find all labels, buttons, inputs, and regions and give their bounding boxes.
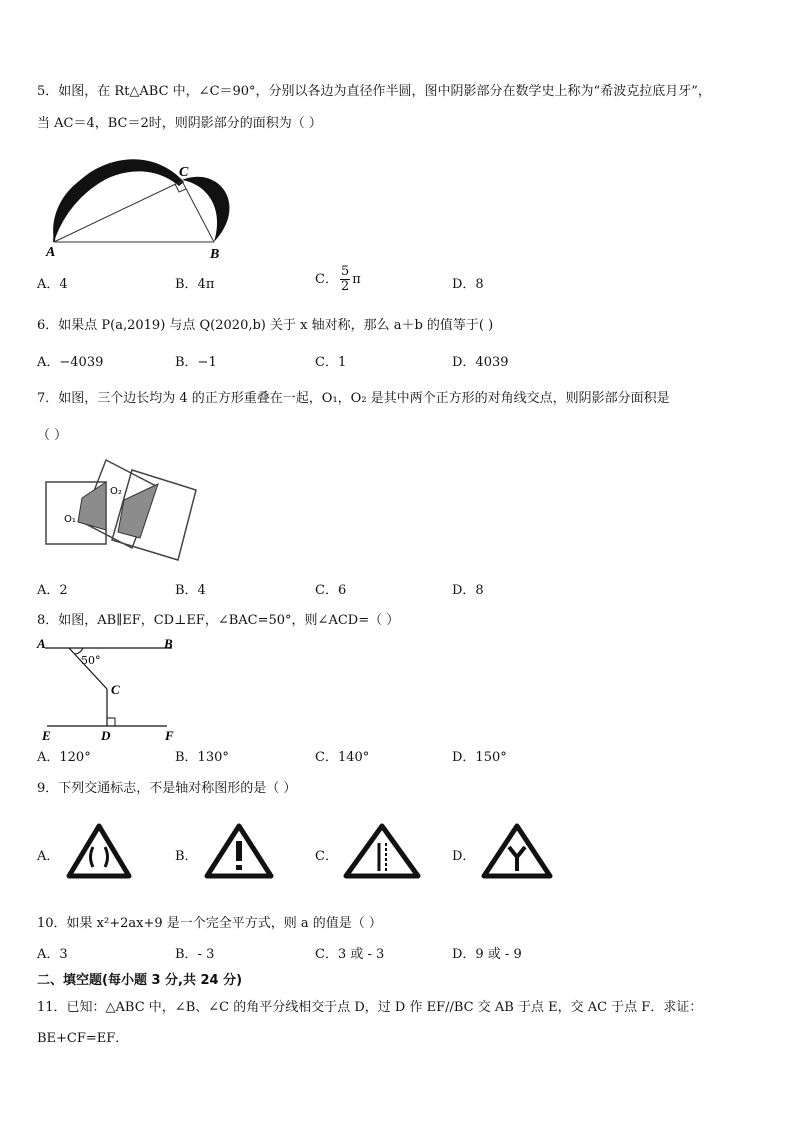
q7-option-b: B．4 (175, 583, 206, 598)
q9-stem: 9．下列交通标志，不是轴对称图形的是（ ） (37, 781, 297, 796)
q9-sign-narrow-road-icon (66, 823, 132, 879)
q11-stem-line1: 11．已知：△ABC 中，∠B、∠C 的角平分线相交于点 D，过 D 作 EF//BC 交 AB 于点 E，交 AC 于点 F．求证： (37, 1000, 703, 1015)
q6-stem: 6．如果点 P(a,2019) 与点 Q(2020,b) 关于 x 轴对称，那么 a＋b 的值等于( ) (37, 318, 494, 333)
q6-option-c: C．1 (315, 355, 347, 370)
q6-option-a: A．−4039 (37, 355, 104, 370)
q8-angle-label: 50° (81, 654, 101, 667)
q9-option-a-label: A． (37, 849, 60, 864)
q9-option-c-label: C． (315, 849, 338, 864)
q8-option-a: A．120° (37, 750, 91, 765)
q10-option-a: A．3 (37, 947, 68, 962)
q6-option-b: B．−1 (175, 355, 217, 370)
q8-option-d: D．150° (452, 750, 507, 765)
q9-sign-y-junction-icon (481, 823, 553, 879)
q7-label-o2: O₂ (110, 486, 122, 497)
q8-label-f: F (165, 728, 174, 743)
q7-stem-line1: 7．如图，三个边长均为 4 的正方形重叠在一起，O₁，O₂ 是其中两个正方形的对角线交点，则阴影部分面积是 (37, 391, 670, 406)
q8-stem: 8．如图，AB∥EF，CD⊥EF，∠BAC=50°，则∠ACD=（ ） (37, 613, 400, 628)
q5-option-b: B．4π (175, 277, 215, 292)
q9-sign-lane-divider-icon (343, 823, 421, 879)
q8-parallel-lines-figure (37, 634, 187, 744)
q9-option-d-label: D． (452, 849, 476, 864)
q7-option-d: D．8 (452, 583, 484, 598)
q5-option-d: D．8 (452, 277, 484, 292)
q7-stem-line2: （ ） (37, 428, 68, 443)
q8-option-c: C．140° (315, 750, 370, 765)
q7-option-a: A．2 (37, 583, 68, 598)
q5-label-a: A (46, 245, 56, 260)
q5-label-c: C (179, 165, 189, 180)
q10-stem: 10．如果 x²+2ax+9 是一个完全平方式，则 a 的值是（ ） (37, 916, 382, 931)
section2-heading: 二、填空题(每小题 3 分,共 24 分) (37, 973, 243, 988)
q8-label-e: E (42, 728, 51, 743)
q7-squares-figure (44, 458, 204, 564)
q6-option-d: D．4039 (452, 355, 509, 370)
q9-sign-exclamation-icon (204, 823, 274, 879)
q8-label-c: C (111, 682, 120, 697)
q7-option-c: C．6 (315, 583, 347, 598)
q10-option-b: B．- 3 (175, 947, 215, 962)
q8-option-b: B．130° (175, 750, 229, 765)
q8-label-b: B (164, 636, 173, 651)
q5-label-b: B (210, 247, 220, 262)
q8-label-a: A (37, 636, 46, 651)
q5-stem-line2: 当 AC＝4，BC＝2时，则阴影部分的面积为（ ） (37, 116, 322, 131)
q11-stem-line2: BE+CF=EF． (37, 1031, 129, 1046)
q5-option-a: A．4 (37, 277, 68, 292)
q5-lune-figure (44, 150, 244, 262)
q7-label-o1: O₁ (64, 514, 76, 525)
q10-option-c: C．3 或 - 3 (315, 947, 385, 962)
q5-stem-line1: 5．如图，在 Rt△ABC 中，∠C＝90°，分别以各边为直径作半圆，图中阴影部分在数学史上称为“希波克拉底月牙”， (37, 84, 711, 99)
q8-label-d: D (101, 728, 111, 743)
q5-option-c: C． $\frac{5}{2}$ π (315, 264, 361, 294)
q9-option-b-label: B． (175, 849, 198, 864)
q10-option-d: D．9 或 - 9 (452, 947, 522, 962)
